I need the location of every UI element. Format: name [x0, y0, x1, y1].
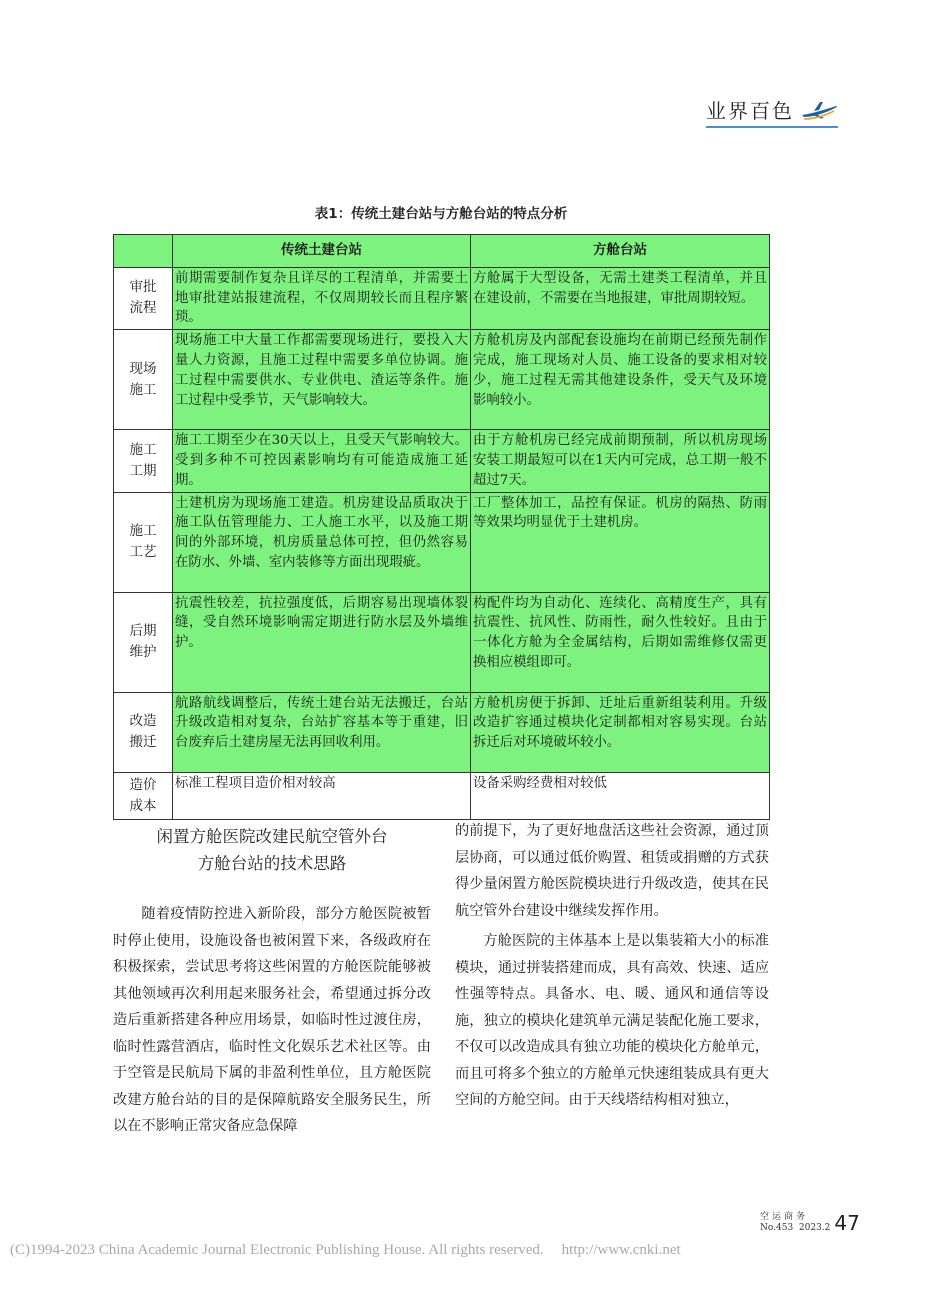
folio	[760, 1212, 860, 1234]
comparison-table	[113, 234, 770, 820]
cell-cabin: 由于方舱机房已经完成前期预制，所以机房现场安装工期最短可以在1天内可完成，总工期一般不超过7天。	[471, 430, 770, 492]
copyright-text: (C)1994-2023 China Academic Journal Electronic Publishing House. All rights reserved.	[10, 1242, 544, 1258]
folio-info	[760, 1212, 830, 1234]
cell-traditional: 航路航线调整后，传统土建台站无法搬迁，台站升级改造相对复杂，台站扩容基本等于重建，旧台废弃后土建房屋无法再回收利用。	[173, 692, 471, 772]
page-number: 47	[834, 1211, 860, 1235]
table-row	[114, 592, 770, 692]
cell-traditional: 土建机房为现场施工建造。机房建设品质取决于施工队伍管理能力、工人施工水平，以及施工期间的外部环境，机房质量总体可控，但仍然容易在防水、外墙、室内装修等方面出现瑕疵。	[173, 492, 471, 592]
cell-cabin: 方舱机房便于拆卸、迁址后重新组装利用。升级改造扩容通过模块化定制都相对容易实现。台站拆迁后对环境破坏较小。	[471, 692, 770, 772]
table-row	[114, 267, 770, 329]
cell-traditional: 前期需要制作复杂且详尽的工程清单，并需要土地审批建站报建流程，不仅周期较长而且程序繁琐。	[173, 267, 471, 329]
body-paragraph: 的前提下，为了更好地盘活这些社会资源，通过顶层协商，可以通过低价购置、租赁或捐赠的方式获得少量闲置方舱医院模块进行升级改造，使其在民航空管外台建设中继续发挥作用。	[455, 823, 769, 919]
cell-cabin: 设备采购经费相对较低	[471, 772, 770, 819]
table-row	[114, 492, 770, 592]
cell-cabin: 工厂整体加工，品控有保证。机房的隔热、防雨等效果均明显优于土建机房。	[471, 492, 770, 592]
footer	[10, 1242, 940, 1259]
table-row	[114, 692, 770, 772]
cell-cabin: 构配件均为自动化、连续化、高精度生产，具有抗震性、抗风性、防雨性，耐久性较好。且由于一体化方舱为全金属结构，后期如需维修仅需更换相应模组即可。	[471, 592, 770, 692]
row-label: 审批 流程	[114, 267, 173, 329]
table-header-traditional: 传统土建台站	[173, 235, 471, 268]
section-title: 业界百色	[706, 99, 794, 123]
cell-traditional: 标准工程项目造价相对较高	[173, 772, 471, 819]
row-label: 后期 维护	[114, 592, 173, 692]
cell-cabin: 方舱属于大型设备，无需土建类工程清单，并且在建设前，不需要在当地报建，审批周期较短。	[471, 267, 770, 329]
journal-name: 空运商务	[760, 1212, 809, 1222]
cell-traditional: 现场施工中大量工作都需要现场进行，要投入大量人力资源，且施工过程中需要多单位协调。施工过程中需要供水、专业供电、渣运等条件。施工过程中受季节，天气影响较大。	[173, 330, 471, 430]
table-header-row	[114, 235, 770, 268]
article-heading-line: 闲置方舱医院改建民航空管外台	[156, 827, 388, 846]
footer-url: http://www.cnki.net	[561, 1242, 681, 1258]
airplane-icon	[800, 99, 838, 121]
body-column-right	[455, 818, 769, 1114]
body-paragraph: 方舱医院的主体基本上是以集装箱大小的标准模块，通过拼装搭建而成，具有高效、快速、适应性强等特点。具备水、电、暖、通风和通信等设施，独立的模块化建筑单元满足装配化施工要求，不仅可以改造成具有独立功能的模块化方舱单元，而且可将多个独立的方舱单元快速组装成具有更大空间的方舱空间。由于天线塔结构相对独立，	[455, 933, 769, 1108]
cell-traditional: 施工工期至少在30天以上，且受天气影响较大。受到多种不可控因素影响均有可能造成施工延期。	[173, 430, 471, 492]
row-label: 施工 工艺	[114, 492, 173, 592]
table-header-cabin: 方舱台站	[471, 235, 770, 268]
body-paragraph: 随着疫情防控进入新阶段，部分方舱医院被暂时停止使用，设施设备也被闲置下来，各级政府在积极探索，尝试思考将这些闲置的方舱医院能够被其他领域再次利用起来服务社会，希望通过拆分改造后重新搭建各种应用场景，如临时性过渡住房，临时性露营酒店，临时性文化娱乐艺术社区等。由于空管是民航局下属的非盈利性单位，且方舱医院改建方舱台站的目的是保障航路安全服务民生，所以在不影响正常灾备应急保障	[113, 906, 431, 1134]
row-label: 改造 搬迁	[114, 692, 173, 772]
article-heading-line: 方舱台站的技术思路	[197, 854, 347, 873]
row-label: 施工 工期	[114, 430, 173, 492]
row-label: 现场 施工	[114, 330, 173, 430]
table-row	[114, 330, 770, 430]
issue-number: No.453	[760, 1223, 794, 1233]
cell-traditional: 抗震性较差，抗拉强度低，后期容易出现墙体裂缝，受自然环境影响需定期进行防水层及外墙维护。	[173, 592, 471, 692]
table-row	[114, 772, 770, 819]
table-header-blank	[114, 235, 173, 268]
table-row	[114, 430, 770, 492]
table-caption: 表1：传统土建台站与方舱台站的特点分析	[314, 206, 568, 222]
body-column-left	[113, 901, 431, 1140]
section-header	[706, 95, 838, 124]
issue-date: 2023.2	[798, 1223, 831, 1233]
article-heading	[113, 823, 431, 877]
row-label: 造价 成本	[114, 772, 173, 819]
header-rule	[706, 126, 838, 128]
cell-cabin: 方舱机房及内部配套设施均在前期已经预先制作完成，施工现场对人员、施工设备的要求相对较少，施工过程无需其他建设条件，受天气及环境影响较小。	[471, 330, 770, 430]
